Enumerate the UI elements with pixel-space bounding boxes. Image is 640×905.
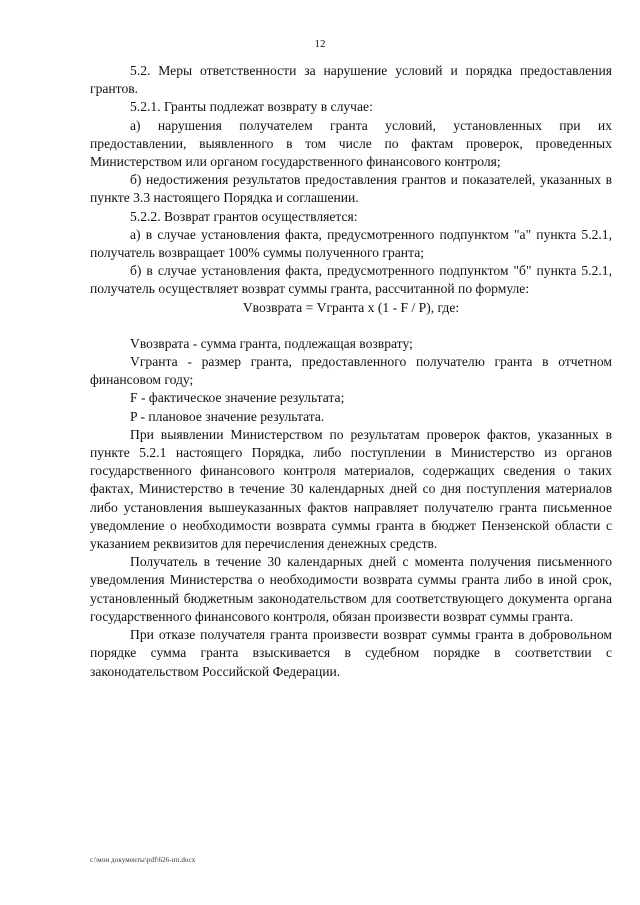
paragraph-refusal: При отказе получателя гранта произвести возврат суммы гранта в добровольном порядке сумма гранта взыскивается в судебном порядке в соответствии с законодательством Российской Федерации. [90, 627, 612, 679]
document-body [90, 62, 612, 681]
paragraph-5-2-1: 5.2.1. Гранты подлежат возврату в случае: [130, 99, 373, 115]
paragraph-5-2-1-b: б) недостижения результатов предоставления грантов и показателей, указанных в пункте 3.3 настоящего Порядка и соглашении. [90, 172, 612, 206]
paragraph-notification: При выявлении Министерством по результатам проверок фактов, указанных в пункте 5.2.1 настоящего Порядка, либо поступлении в Министерство из органов государственного финансового контроля материалов, содержащих сведения о таких фактах, Министерство в течение 30 календарных дней со дня поступления материалов либо установления вышеуказанных фактов направляет получателю гранта письменное уведомление о необходимости возврата суммы гранта в бюджет Пензенской области с указанием реквизитов для перечисления денежных средств. [90, 426, 612, 552]
paragraph-5-2-1-a: а) нарушения получателем гранта условий, установленных при их предоставлении, выявленного в том числе по фактам проверок, проведенных Министерством или органом государственного финансового контроля; [90, 117, 612, 170]
paragraph-recipient-obligation: Получатель в течение 30 календарных дней с момента получения письменного уведомления Министерства о необходимости возврата суммы гранта либо в иной срок, установленный бюджетным законодательством для соответствующего документа органа государственного финансового контроля, обязан произвести возврат суммы гранта. [90, 554, 612, 624]
paragraph-5-2-2: 5.2.2. Возврат грантов осуществляется: [130, 208, 358, 224]
paragraph-5-2-2-a: а) в случае установления факта, предусмотренного подпунктом "а" пункта 5.2.1, получатель возвращает 100% суммы полученного гранта; [90, 226, 612, 261]
formula: Vвозврата = Vгранта x (1 - F / P), где: [242, 299, 460, 315]
paragraph-5-2-2-b: б) в случае установления факта, предусмотренного подпунктом "б" пункта 5.2.1, получатель осуществляет возврат суммы гранта, рассчитанной по формуле: [90, 263, 612, 297]
footer-file-path: c:\мои документы\pdf\626-пп.docx [90, 856, 196, 864]
definition-f: F - фактическое значение результата; [130, 390, 345, 406]
definition-v-grant: Vгранта - размер гранта, предоставленного получателю гранта в отчетном финансовом году; [90, 354, 612, 388]
paragraph-5-2: 5.2. Меры ответственности за нарушение условий и порядка предоставления грантов. [90, 63, 612, 97]
definition-v-return: Vвозврата - сумма гранта, подлежащая возврату; [130, 335, 413, 351]
page-number: 12 [314, 38, 326, 50]
definition-p: P - плановое значение результата. [130, 408, 325, 424]
